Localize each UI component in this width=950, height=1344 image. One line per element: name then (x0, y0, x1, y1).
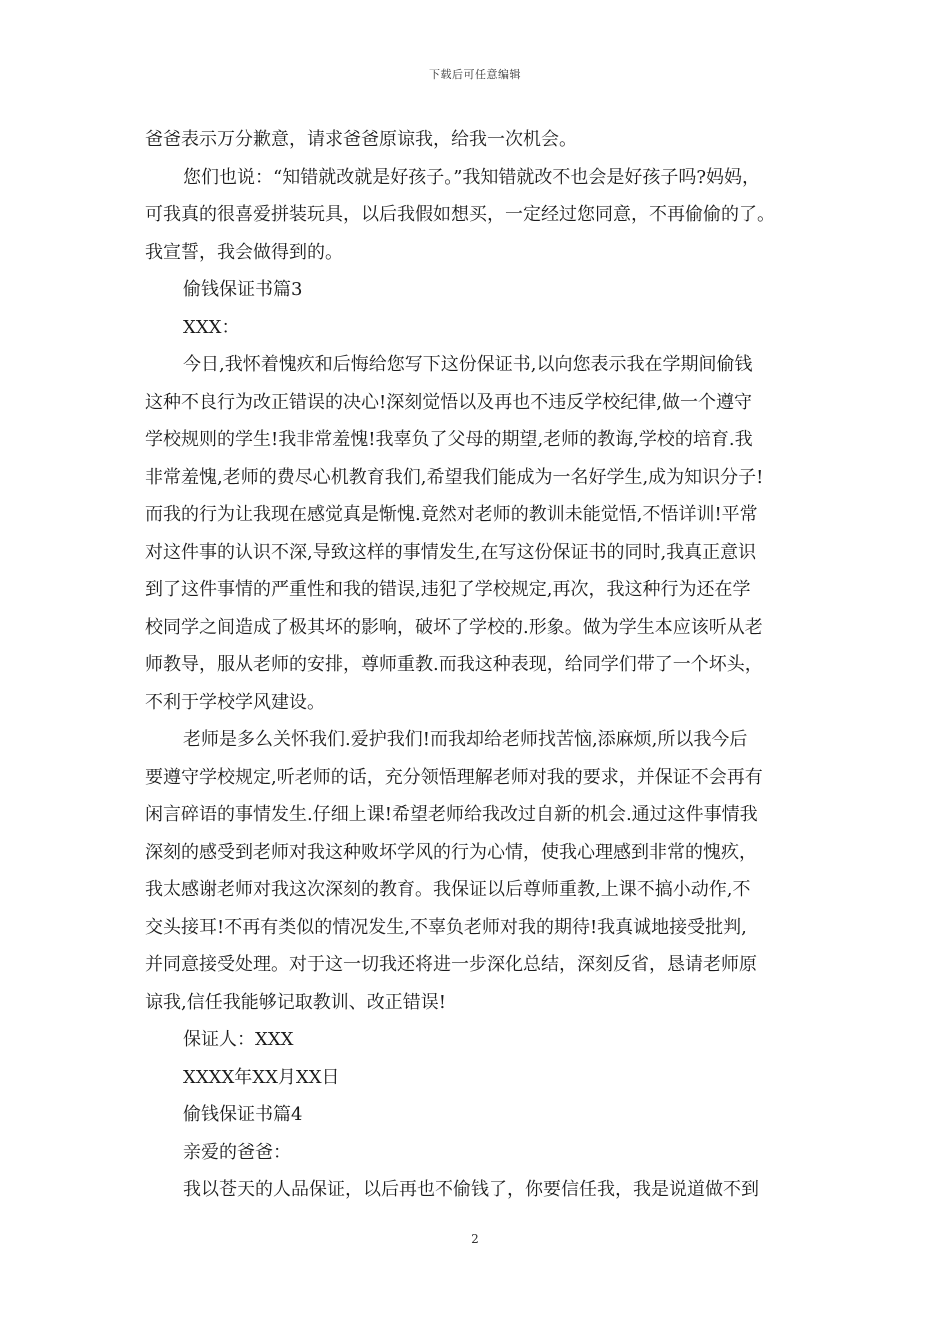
text-line: 交头接耳!不再有类似的情况发生,不辜负老师对我的期待!我真诚地接受批判, (145, 916, 747, 938)
page-header: 下载后可任意编辑 (429, 68, 521, 81)
text-line: 非常羞愧,老师的费尽心机教育我们,希望我们能成为一名好学生,成为知识分子! (145, 466, 764, 488)
text-line: 老师是多么关怀我们.爱护我们!而我却给老师找苦恼,添麻烦,所以我今后 (183, 729, 748, 750)
document-body (145, 121, 809, 1209)
text-line: 我宣誓，我会做得到的。 (145, 241, 343, 263)
text-line: 偷钱保证书篇4 (183, 1104, 303, 1125)
text-line: 并同意接受处理。对于这一切我还将进一步深化总结，深刻反省，恳请老师原 (145, 954, 757, 975)
text-line: 我以苍天的人品保证，以后再也不偷钱了，你要信任我，我是说道做不到 (183, 1179, 759, 1200)
text-line: 不利于学校学风建设。 (145, 691, 325, 713)
text-line: 而我的行为让我现在感觉真是惭愧.竟然对老师的教训未能觉悟,不悟详训!平常 (145, 504, 758, 525)
text-line: 您们也说：“知错就改就是好孩子。”我知错就改不也会是好孩子吗?妈妈， (183, 166, 761, 188)
text-line: 可我真的很喜爱拼装玩具，以后我假如想买，一定经过您同意，不再偷偷的了。 (145, 204, 775, 225)
text-line: 谅我,信任我能够记取教训、改正错误! (145, 991, 446, 1013)
text-line: 我太感谢老师对我这次深刻的教育。我保证以后尊师重教,上课不搞小动作,不 (145, 879, 751, 900)
text-line: 偷钱保证书篇3 (183, 279, 303, 300)
text-line: XXX： (183, 316, 240, 338)
text-line: 要遵守学校规定,听老师的话，充分领悟理解老师对我的要求，并保证不会再有 (145, 766, 763, 788)
text-line: 到了这件事情的严重性和我的错误,违犯了学校规定,再次，我这种行为还在学 (145, 579, 751, 600)
text-line: XXXX年XX月XX日 (183, 1066, 340, 1088)
text-line: 爸爸表示万分歉意，请求爸爸原谅我，给我一次机会。 (145, 129, 577, 150)
text-line: 这种不良行为改正错误的决心!深刻觉悟以及再也不违反学校纪律,做一个遵守 (145, 391, 752, 413)
page-number: 2 (471, 1232, 479, 1246)
text-line: 闲言碎语的事情发生.仔细上课!希望老师给我改过自新的机会.通过这件事情我 (145, 804, 758, 825)
text-line: 亲爱的爸爸： (183, 1141, 291, 1163)
text-line: 对这件事的认识不深,导致这样的事情发生,在写这份保证书的同时,我真正意识 (145, 541, 757, 563)
text-line: 今日,我怀着愧疚和后悔给您写下这份保证书,以向您表示我在学期间偷钱 (183, 354, 753, 375)
text-line: 师教导，服从老师的安排，尊师重教.而我这种表现，给同学们带了一个坏头， (145, 654, 763, 675)
text-line: 深刻的感受到老师对我这种败坏学风的行为心情，使我心理感到非常的愧疚， (145, 841, 757, 863)
text-line: 学校规则的学生!我非常羞愧!我辜负了父母的期望,老师的教诲,学校的培育.我 (145, 429, 753, 450)
text-line: 保证人：XXX (183, 1029, 294, 1050)
text-line: 校同学之间造成了极其坏的影响，破坏了学校的.形象。做为学生本应该听从老 (145, 616, 763, 638)
